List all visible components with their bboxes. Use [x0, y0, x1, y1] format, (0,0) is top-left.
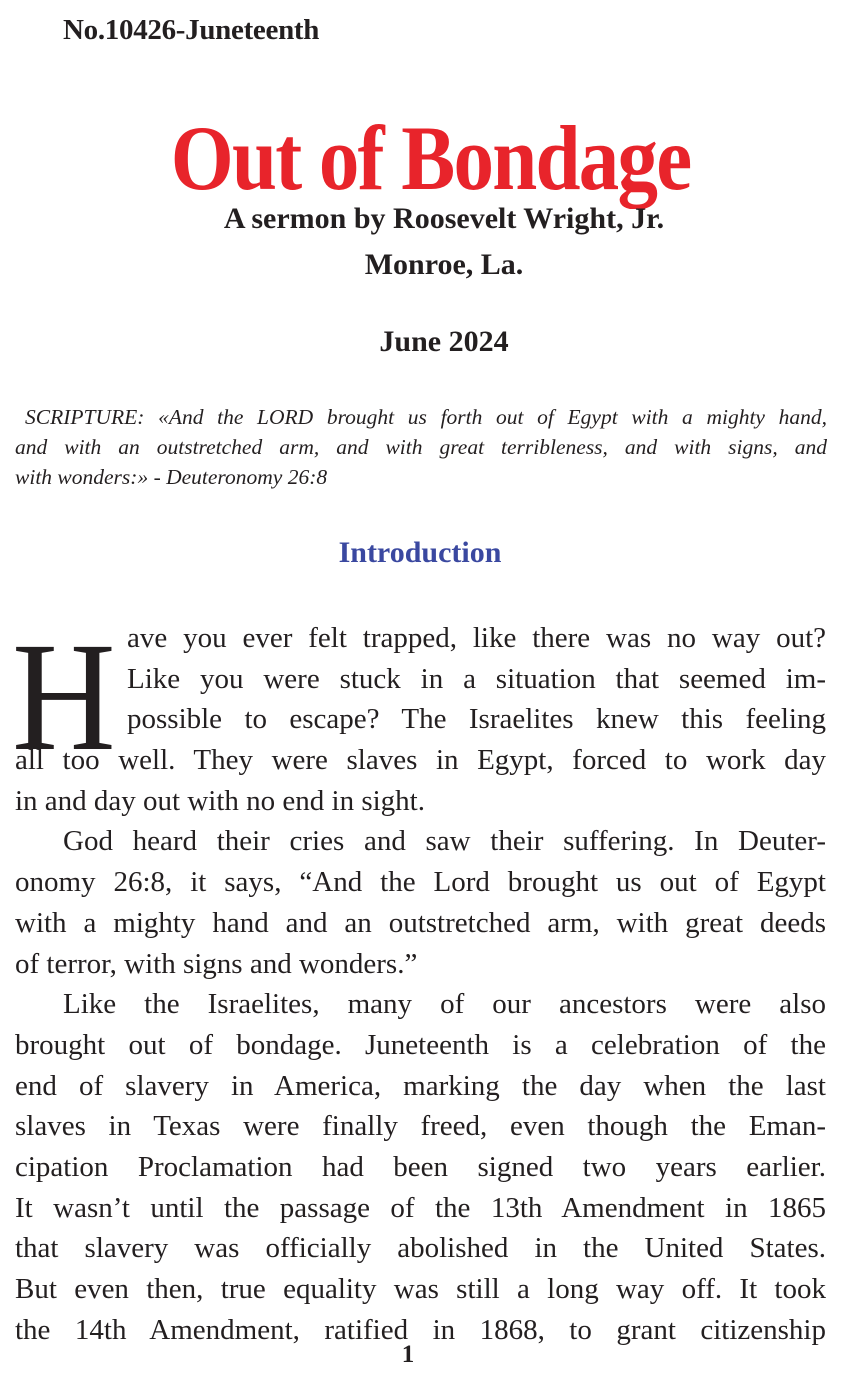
paragraph-line: God heard their cries and saw their suffering. In Deuter- — [63, 825, 826, 858]
byline: A sermon by Roosevelt Wright, Jr. — [223, 202, 665, 235]
location: Monroe, La. — [364, 248, 524, 281]
paragraph-line: Like the Israelites, many of our ancestors were also — [63, 988, 826, 1021]
paragraph-line: onomy 26:8, it says, “And the Lord brought us out of Egypt — [15, 866, 826, 899]
scripture-line: SCRIPTURE: «And the LORD brought us forth out of Egypt with a mighty hand, — [25, 405, 827, 429]
paragraph-line: possible to escape? The Israelites knew this feeling — [127, 703, 826, 736]
paragraph-line: ave you ever felt trapped, like there was no way out? — [127, 622, 826, 654]
body-text — [15, 618, 826, 1350]
paragraph-line: cipation Proclamation had been signed two years earlier. — [15, 1150, 826, 1183]
document-id: No.10426-Juneteenth — [63, 14, 320, 46]
paragraph-line: in and day out with no end in sight. — [15, 784, 425, 817]
scripture-line: with wonders:» - Deuteronomy 26:8 — [15, 465, 328, 489]
sermon-title: Out of Bondage — [170, 107, 691, 209]
paragraph-line: with a mighty hand and an outstretched arm, with great deeds — [15, 906, 826, 939]
scripture-line: and with an outstretched arm, and with great terribleness, and with signs, and — [15, 435, 827, 459]
scripture-quote — [15, 402, 827, 492]
paragraph-line: end of slavery in America, marking the day when the last — [15, 1069, 826, 1102]
paragraph-line: But even then, true equality was still a long way off. It took — [15, 1273, 826, 1305]
section-heading: Introduction — [338, 536, 502, 569]
paragraph-line: It wasn’t until the passage of the 13th Amendment in 1865 — [15, 1191, 826, 1224]
paragraph-line: the 14th Amendment, ratified in 1868, to grant citizenship — [15, 1313, 826, 1346]
paragraph-line: that slavery was officially abolished in the United States. — [15, 1232, 826, 1265]
date: June 2024 — [379, 325, 509, 358]
paragraph-line: of terror, with signs and wonders.” — [15, 947, 418, 980]
paragraph-line: Like you were stuck in a situation that seemed im- — [127, 662, 826, 695]
paragraph-line: all too well. They were slaves in Egypt, forced to work day — [15, 744, 826, 777]
paragraph-line: slaves in Texas were finally freed, even though the Eman- — [15, 1110, 826, 1143]
paragraph-line: brought out of bondage. Juneteenth is a celebration of the — [15, 1028, 826, 1061]
page-number: 1 — [401, 1341, 415, 1368]
drop-cap: H — [12, 610, 116, 783]
